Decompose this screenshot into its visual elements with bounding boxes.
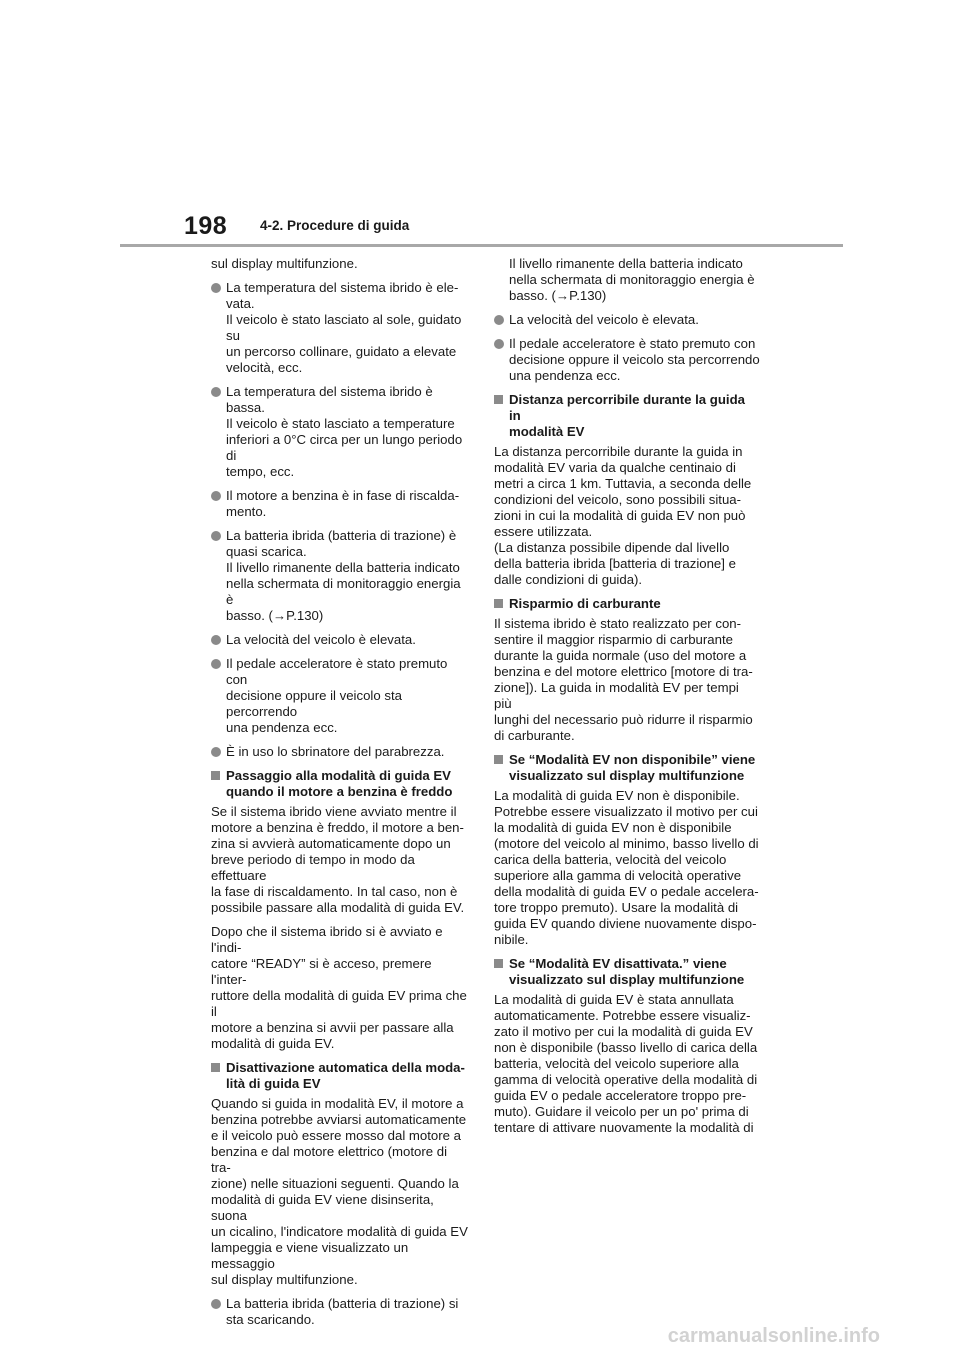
paragraph: La modalità di guida EV non è disponibile. Potrebbe essere visualizzato il motivo per cui la modalità di guida EV non è disponibile (motore del veicolo al minimo, basso livello di carica della batteria, velocità del veicolo superiore alla gamma di velocità operative della modalità di guida EV o pedale accelera- tore troppo premuto). Usare la modalità di guida EV quando diviene nuovamente dispo- nibile. bbox=[494, 788, 759, 947]
paragraph: La modalità di guida EV è stata annullata automaticamente. Potrebbe essere visualiz- zato il motivo per cui la modalità di guida EV non è disponibile (basso livello di carica della batteria, velocità del veicolo superiore alla gamma di velocità operative della modalità di guida EV o pedale acceleratore troppo pre- muto). Guidare il veicolo per un po' prima di tentare di attivare nuovamente la modalità di bbox=[494, 992, 758, 1135]
bullet-item: La velocità del veicolo è elevata. bbox=[211, 632, 469, 648]
bullet-item: La batteria ibrida (batteria di trazione) si sta scaricando. bbox=[211, 1296, 469, 1328]
section-title: 4-2. Procedure di guida bbox=[260, 218, 410, 233]
paragraph: La distanza percorribile durante la guida in modalità EV varia da qualche centinaio di metri a circa 1 km. Tuttavia, a seconda delle condizioni del veicolo, sono possibili situa- zioni in cui la modalità di guida EV non può essere utilizzata. (La distanza possibile dipende dal livello della batteria ibrida [batteria di trazione] e dalle condizioni di guida). bbox=[494, 444, 752, 587]
square-bullet-icon bbox=[494, 599, 503, 608]
square-bullet-icon bbox=[211, 1063, 220, 1072]
subsection-heading: Distanza percorribile durante la guida in modalità EV bbox=[494, 392, 760, 440]
subsection-heading: Se “Modalità EV non disponibile” viene visualizzato sul display multifunzione bbox=[494, 752, 760, 784]
bullet-dot-icon bbox=[211, 491, 221, 501]
bullet-dot-icon bbox=[211, 531, 221, 541]
bullet-item: È in uso lo sbrinatore del parabrezza. bbox=[211, 744, 469, 760]
square-bullet-icon bbox=[494, 959, 503, 968]
bullet-dot-icon bbox=[494, 315, 504, 325]
bullet-dot-icon bbox=[211, 659, 221, 669]
square-bullet-icon bbox=[211, 771, 220, 780]
paragraph: Se il sistema ibrido viene avviato mentre il motore a benzina è freddo, il motore a ben- zina si avvierà automaticamente dopo un breve periodo di tempo in modo da effettuare la fase di riscaldamento. In tal caso, non è possibile passare alla modalità di guida EV. bbox=[211, 804, 465, 915]
bullet-dot-icon bbox=[494, 339, 504, 349]
paragraph: Quando si guida in modalità EV, il motore a benzina potrebbe avviarsi automaticamente e il veicolo può essere mosso dal motore a benzina e dal motore elettrico (motore di tra- zione) nelle situazioni seguenti. Quando la modalità di guida EV viene disinserita, suona un cicalino, l'indicatore modalità di guida EV lampeggia e viene visualizzato un messaggio sul display multifunzione. bbox=[211, 1096, 468, 1287]
bullet-item: La batteria ibrida (batteria di trazione) è quasi scarica. Il livello rimanente della batteria indicato nella schermata di monitoraggio energia è basso. (→P.130) bbox=[211, 528, 469, 624]
subsection-heading: Risparmio di carburante bbox=[494, 596, 760, 612]
header-rule bbox=[120, 244, 843, 247]
bullet-dot-icon bbox=[211, 1299, 221, 1309]
bullet-continuation: Il livello rimanente della batteria indicato nella schermata di monitoraggio energia è basso. (→P.130) bbox=[509, 256, 755, 303]
paragraph: Il sistema ibrido è stato realizzato per con- sentire il maggior risparmio di carburante durante la guida normale (uso del motore a benzina e del motore elettrico [motore di tra- zione]). La guida in modalità EV per tempi più lunghi del necessario può ridurre il risparmio di carburante. bbox=[494, 616, 753, 743]
bullet-dot-icon bbox=[211, 635, 221, 645]
bullet-dot-icon bbox=[211, 283, 221, 293]
watermark: carmanualsonline.info bbox=[667, 1325, 880, 1347]
bullet-item: Il pedale acceleratore è stato premuto con decisione oppure il veicolo sta percorrendo una pendenza ecc. bbox=[211, 656, 469, 736]
bullet-item: La temperatura del sistema ibrido è bassa. Il veicolo è stato lasciato a temperature inferiori a 0°C circa per un lungo periodo di tempo, ecc. bbox=[211, 384, 469, 480]
page-number: 198 bbox=[184, 212, 228, 240]
bullet-item: Il motore a benzina è in fase di riscalda- mento. bbox=[211, 488, 469, 520]
bullet-item: Il pedale acceleratore è stato premuto con decisione oppure il veicolo sta percorrendo una pendenza ecc. bbox=[494, 336, 760, 384]
bullet-dot-icon bbox=[211, 387, 221, 397]
bullet-item: La temperatura del sistema ibrido è ele- vata. Il veicolo è stato lasciato al sole, guidato su un percorso collinare, guidato a elevate velocità, ecc. bbox=[211, 280, 469, 376]
square-bullet-icon bbox=[494, 395, 503, 404]
bullet-item: La velocità del veicolo è elevata. bbox=[494, 312, 760, 328]
subsection-heading: Passaggio alla modalità di guida EV quando il motore a benzina è freddo bbox=[211, 768, 469, 800]
paragraph: Dopo che il sistema ibrido si è avviato e l'indi- catore “READY” si è acceso, premere l'inter- ruttore della modalità di guida EV prima che il motore a benzina si avvii per passare alla modalità di guida EV. bbox=[211, 924, 467, 1051]
square-bullet-icon bbox=[494, 755, 503, 764]
subsection-heading: Se “Modalità EV disattivata.” viene visualizzato sul display multifunzione bbox=[494, 956, 760, 988]
right-column bbox=[494, 256, 760, 1144]
bullet-dot-icon bbox=[211, 747, 221, 757]
intro-line: sul display multifunzione. bbox=[211, 256, 358, 271]
subsection-heading: Disattivazione automatica della moda- lità di guida EV bbox=[211, 1060, 469, 1092]
left-column bbox=[211, 256, 469, 1336]
